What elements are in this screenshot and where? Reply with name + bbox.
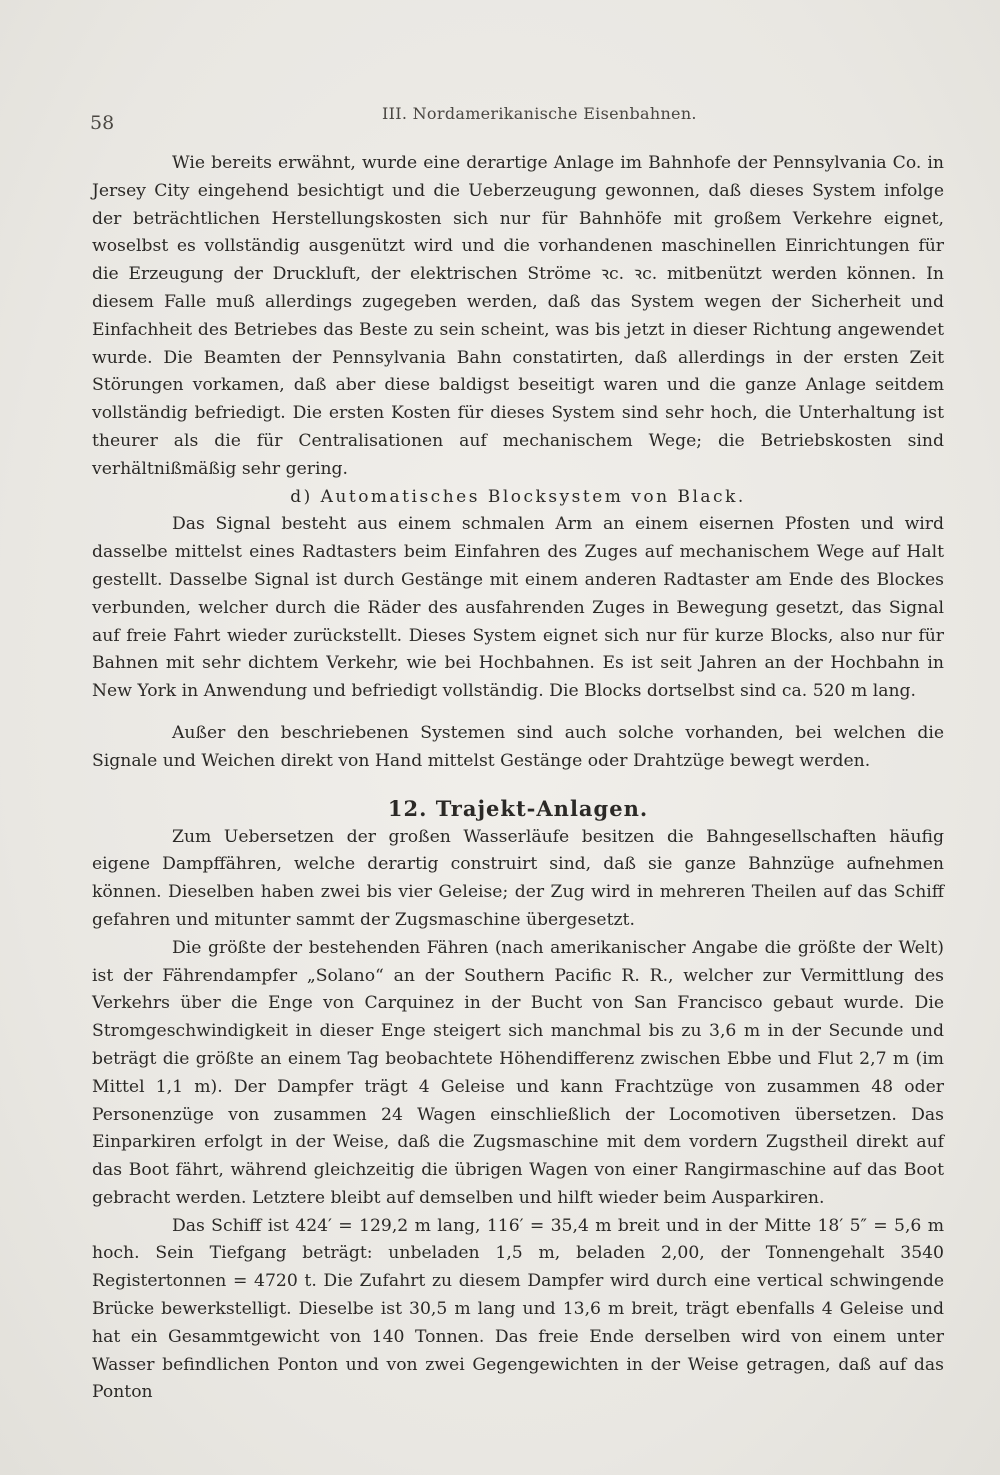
paragraph-other-systems: Außer den beschriebenen Systemen sind auch solche vorhanden, bei welchen die Signale und Weichen direkt von Hand mittelst Gestänge oder Drahtzüge bewegt werden.: [92, 722, 944, 771]
running-head: III. Nordamerikanische Eisenbahnen.: [382, 104, 697, 123]
subheading-black-block-system: d) Automatisches Blocksystem von Black.: [290, 486, 746, 507]
body-text: [92, 150, 944, 1407]
paragraph-ferries-intro: Zum Uebersetzen der großen Wasserläufe besitzen die Bahngesellschaften häufig eigene Dampffähren, welche derartig construirt sind, daß sie ganze Bahnzüge aufnehmen können. Dieselben haben zwei bis vier Geleise; der Zug wird in mehreren Theilen auf das Schiff gefahren und mitunter sammt der Zugsmaschine übergesetzt.: [92, 826, 944, 930]
paragraph-pennsylvania-system: Wie bereits erwähnt, wurde eine derartige Anlage im Bahnhofe der Pennsylvania Co. in Jersey City eingehend besichtigt und die Ueberzeugung gewonnen, daß dieses System infolge der beträchtlichen Herstellungskosten sich nur für Bahnhöfe mit großem Verkehre eignet, woselbst es vollständig ausgenützt wird und die vorhandenen maschinellen Einrichtungen für die Erzeugung der Druckluft, der elektrischen Ströme ꝛc. ꝛc. mitbenützt werden können. In diesem Falle muß allerdings zugegeben werden, daß das System wegen der Sicherheit und Einfachheit des Betriebes das Beste zu sein scheint, was bis jetzt in dieser Richtung angewendet wurde. Die Beamten der Pennsylvania Bahn constatirten, daß allerdings in der ersten Zeit Störungen vorkamen, daß aber diese baldigst beseitigt waren und die ganze Anlage seitdem vollständig befriedigt. Die ersten Kosten für dieses System sind sehr hoch, die Unterhaltung ist theurer als die für Centralisationen auf mechanischem Wege; die Betriebskosten sind verhältnißmäßig sehr gering.: [92, 153, 944, 479]
paragraph-black-signal: Das Signal besteht aus einem schmalen Arm an einem eisernen Pfosten und wird dasselbe mittelst eines Radtasters beim Einfahren des Zuges auf mechanischem Wege auf Halt gestellt. Dasselbe Signal ist durch Gestänge mit einem anderen Radtaster am Ende des Blockes verbunden, welcher durch die Räder des ausfahrenden Zuges in Bewegung gesetzt, das Signal auf freie Fahrt wieder zurückstellt. Dieses System eignet sich nur für kurze Blocks, also nur für Bahnen mit sehr dichtem Verkehr, wie bei Hochbahnen. Es ist seit Jahren an der Hochbahn in New York in Anwendung und befriedigt vollständig. Die Blocks dortselbst sind ca. 520 m lang.: [92, 514, 944, 702]
section-heading-trajekt: 12. Trajekt-Anlagen.: [387, 795, 649, 821]
paragraph-solano-ferry: Die größte der bestehenden Fähren (nach amerikanischer Angabe die größte der Welt) ist der Fährendampfer „Solano“ an der Southern Pacific R. R., welcher zur Vermittlung des Verkehrs über die Enge von Carquinez in der Bucht von San Francisco gebaut wurde. Die Stromgeschwindigkeit in dieser Enge steigert sich manchmal bis zu 3,6 m in der Secunde und beträgt die größte an einem Tag beobachtete Höhendifferenz zwischen Ebbe und Flut 2,7 m (im Mittel 1,1 m). Der Dampfer trägt 4 Geleise und kann Frachtzüge von zusammen 48 oder Personenzüge von zusammen 24 Wagen einschließlich der Locomotiven übersetzen. Das Einparkiren erfolgt in der Weise, daß die Zugsmaschine mit dem vordern Zugstheil direkt auf das Boot fährt, während gleichzeitig die übrigen Wagen von einer Rangirmaschine auf das Boot gebracht werden. Letztere bleibt auf demselben und hilft wieder beim Ausparkiren.: [92, 937, 944, 1208]
spacer: [92, 706, 944, 720]
paragraph-ship-dimensions: Das Schiff ist 424′ = 129,2 m lang, 116′ = 35,4 m breit und in der Mitte 18′ 5″ = 5,6 m hoch. Sein Tiefgang beträgt: unbeladen 1,5 m, beladen 2,00, der Tonnengehalt 3540 Registertonnen = 4720 t. Die Zufahrt zu diesem Dampfer wird durch eine vertical schwingende Brücke bewerkstelligt. Dieselbe ist 30,5 m lang und 13,6 m breit, trägt ebenfalls 4 Geleise und hat ein Gesammtgewicht von 140 Tonnen. Das freie Ende derselben wird von einem unter Wasser befindlichen Ponton und von zwei Gegengewichten in der Weise getragen, daß auf das Ponton: [92, 1215, 944, 1403]
spacer: [92, 776, 944, 794]
page-number: 58: [90, 112, 115, 134]
